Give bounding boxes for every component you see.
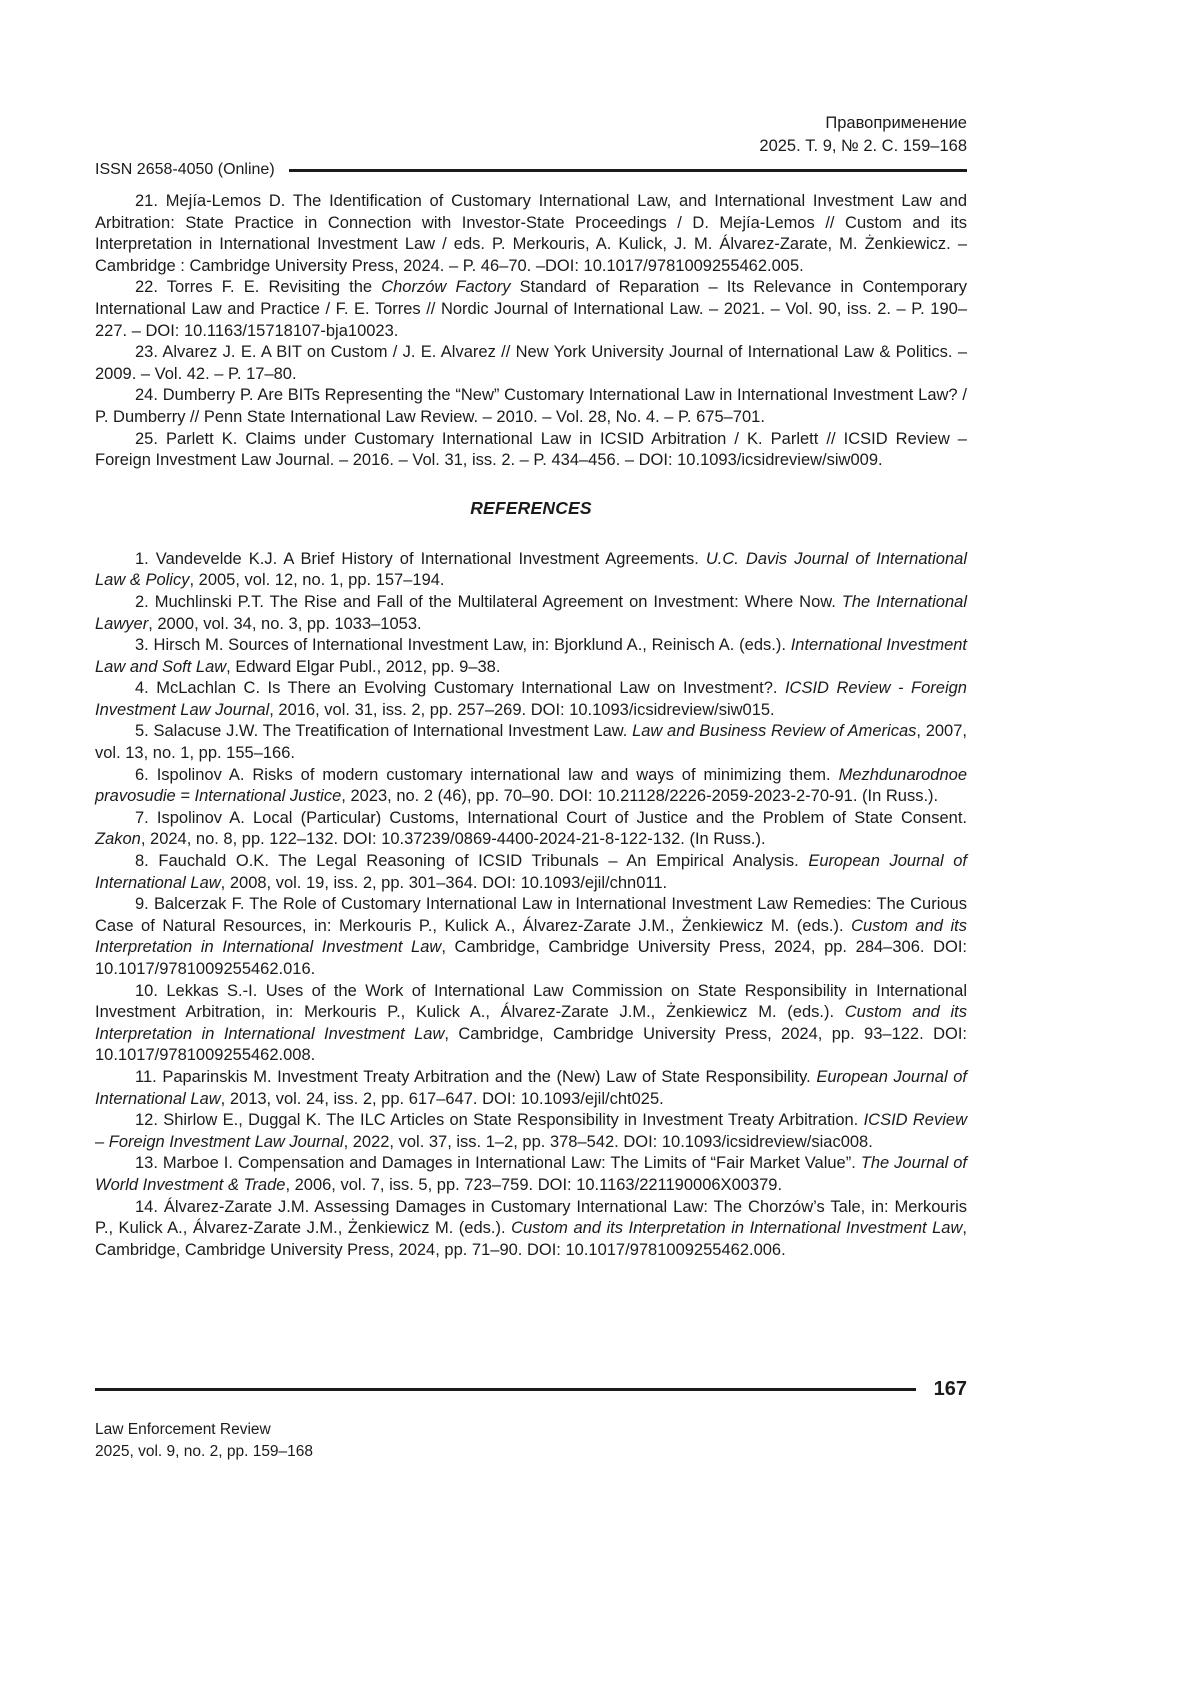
text-segment: European Journal of International Law [95,852,968,892]
reference-item [95,894,967,980]
text-segment: 22. Torres F. E. Revisiting the [135,278,382,297]
reference-item [95,191,967,277]
text-segment: 14. Álvarez-Zarate J.M. Assessing Damages in Customary International Law: The Chorzów’s Tale, in: Merkouris P., Kulick A., Álvarez-Zarate J.M., Żenkiewicz M. (eds.). [95,1197,967,1238]
journal-title-en: Law Enforcement Review [95,1421,271,1438]
text-segment: , 2023, no. 2 (46), pp. 70–90. DOI: 10.21128/2226-2059-2023-2-70-91. (In Russ.). [341,787,939,806]
text-segment: 7. Ispolinov A. Local (Particular) Customs, International Court of Justice and the Problem of State Consent. [135,808,967,827]
text-segment: 6. Ispolinov A. Risks of modern customary international law and ways of minimizing them. [135,765,839,784]
reference-item [95,1110,967,1153]
text-segment: 11. Paparinskis M. Investment Treaty Arbitration and the (New) Law of State Responsibility. [135,1067,817,1086]
reference-item [95,429,967,472]
reference-item [95,1153,967,1196]
text-segment: U.C. Davis Journal of International Law & Policy [95,549,967,590]
journal-title-ru: Правоприменение [825,114,967,132]
reference-item [95,678,967,721]
issue-info-en: 2025, vol. 9, no. 2, pp. 159–168 [95,1443,314,1460]
header-right-block [95,112,967,158]
issn-label: ISSN 2658-4050 (Online) [95,161,275,178]
text-segment: , 2005, vol. 12, no. 1, pp. 157–194. [189,571,445,590]
footer-rule [95,1388,916,1391]
reference-item [95,549,967,592]
text-segment: 8. Fauchald O.K. The Legal Reasoning of ICSID Tribunals – An Empirical Analysis. [135,852,809,871]
page-header [95,112,967,179]
text-segment: 5. Salacuse J.W. The Treatification of International Investment Law. [135,722,633,741]
text-segment: , Edward Elgar Publ., 2012, pp. 9–38. [226,657,501,676]
page-footer [95,1378,967,1463]
bibliography-section [95,191,967,472]
text-segment: 21. Mejía-Lemos D. The Identification of Customary International Law, and International Investment Law and Arbitration: State Practice in Connection with Investor-State Proceedings / D. Mejía-Lemos // Custom and its Interpretation in International Investment Law / eds. P. Merkouris, A. Kulick, J. M. Álvarez-Zarate, M. Żenkiewicz. – Cambridge : Cambridge University Press, 2024. – P. 46–70. –DOI: 10.1017/9781009255462.005. [95,192,967,275]
text-segment: The International Lawyer [95,592,967,633]
text-segment: 13. Marboe I. Compensation and Damages in International Law: The Limits of “Fair Market Value”. [135,1154,861,1173]
reference-item [95,277,967,342]
text-segment: , 2024, no. 8, pp. 122–132. DOI: 10.37239/0869-4400-2024-21-8-122-132. (In Russ.). [140,830,766,849]
text-segment: , Cambridge, Cambridge University Press, 2024, pp. 71–90. DOI: 10.1017/9781009255462.006. [95,1219,967,1259]
text-segment: Standard of Reparation – Its Relevance in Contemporary International Law and Practice / F. E. Torres // Nordic Journal of International Law. – 2021. – Vol. 90, iss. 2. – P. 190–227. – DOI: 10.1163/15718107-bja10023. [95,278,967,340]
text-segment: , 2006, vol. 7, iss. 5, pp. 723–759. DOI: 10.1163/221190006X00379. [285,1175,783,1194]
references-list [95,549,967,1262]
reference-item [95,808,967,851]
reference-item [95,342,967,385]
text-segment: 23. Alvarez J. E. A BIT on Custom / J. E. Alvarez // New York University Journal of International Law & Politics. – 2009. – Vol. 42. – P. 17–80. [95,343,967,383]
references-section [95,549,967,1262]
header-rule [289,169,967,172]
content-area [95,112,967,1261]
text-segment: International Investment Law and Soft Law [95,636,968,676]
reference-item [95,721,967,764]
page-number-row [95,1378,967,1401]
reference-item [95,981,967,1067]
issn-row [95,161,967,179]
issue-info-ru: 2025. Т. 9, № 2. С. 159–168 [759,137,967,155]
text-segment: Chorzów Factory [381,278,511,297]
text-segment: , Cambridge, Cambridge University Press, 2024, pp. 284–306. DOI: 10.1017/9781009255462.016. [95,938,967,978]
text-segment: Zakon [95,830,141,849]
text-segment: Custom and its Interpretation in International Investment Law [511,1219,963,1238]
text-segment: 10. Lekkas S.-I. Uses of the Work of International Law Commission on State Responsibility in International Investment Arbitration, in: Merkouris P., Kulick A., Álvarez-Zarate J.M., Żenkiewicz M. (eds.). [95,981,967,1022]
text-segment: The Journal of World Investment & Trade [95,1154,967,1194]
text-segment: 24. Dumberry P. Are BITs Representing the “New” Customary International Law in International Investment Law? / P. Dumberry // Penn State International Law Review. – 2010. – Vol. 28, No. 4. – P. 675–701. [95,386,967,426]
reference-item [95,592,967,635]
bibliography-list [95,191,967,472]
text-segment: ICSID Review – Foreign Investment Law Journal [95,1111,967,1151]
text-segment: Custom and its Interpretation in International Investment Law [95,1003,967,1043]
text-segment: , 2016, vol. 31, iss. 2, pp. 257–269. DOI: 10.1093/icsidreview/siw015. [269,700,775,719]
text-segment: ICSID Review - Foreign Investment Law Journal [95,679,967,719]
text-segment: , 2000, vol. 34, no. 3, pp. 1033–1053. [148,614,422,633]
references-heading: REFERENCES [470,497,592,518]
reference-item [95,385,967,428]
text-segment: , 2007, vol. 13, no. 1, pp. 155–166. [95,722,967,763]
reference-item [95,635,967,678]
footer-meta [95,1419,967,1463]
text-segment: 4. McLachlan C. Is There an Evolving Customary International Law on Investment?. [135,679,785,698]
text-segment: , Cambridge, Cambridge University Press, 2024, pp. 93–122. DOI: 10.1017/9781009255462.008. [95,1024,967,1065]
text-segment: European Journal of International Law [95,1067,967,1108]
reference-item [95,1197,967,1262]
reference-item [95,1067,967,1110]
text-segment: Custom and its Interpretation in International Investment Law [95,916,967,957]
text-segment: 3. Hirsch M. Sources of International Investment Law, in: Bjorklund A., Reinisch A. (eds.). [135,636,791,655]
text-segment: Mezhdunarodnoe pravosudie = International Justice [95,765,967,806]
text-segment: 9. Balcerzak F. The Role of Customary International Law in International Investment Law Remedies: The Curious Case of Natural Resources, in: Merkouris P., Kulick A., Álvarez-Zarate J.M., Żenkiewicz M. (eds.). [95,895,967,935]
reference-item [95,851,967,894]
text-segment: , 2022, vol. 37, iss. 1–2, pp. 378–542. DOI: 10.1093/icsidreview/siac008. [343,1132,873,1151]
reference-item [95,765,967,808]
page-number: 167 [933,1378,967,1400]
text-segment: 25. Parlett K. Claims under Customary International Law in ICSID Arbitration / K. Parlett // ICSID Review – Foreign Investment Law Journal. – 2016. – Vol. 31, iss. 2. – P. 434–456. – DOI: 10.1093/icsidreview/siw009. [95,429,967,470]
text-segment: 1. Vandevelde K.J. A Brief History of International Investment Agreements. [135,549,706,568]
text-segment: 12. Shirlow E., Duggal K. The ILC Articles on State Responsibility in Investment Treaty Arbitration. [135,1111,864,1130]
text-segment: , 2013, vol. 24, iss. 2, pp. 617–647. DOI: 10.1093/ejil/cht025. [220,1089,664,1108]
text-segment: 2. Muchlinski P.T. The Rise and Fall of the Multilateral Agreement on Investment: Where Now. [135,592,842,611]
text-segment: Law and Business Review of Americas [632,722,917,741]
text-segment: , 2008, vol. 19, iss. 2, pp. 301–364. DOI: 10.1093/ejil/chn011. [220,873,668,892]
